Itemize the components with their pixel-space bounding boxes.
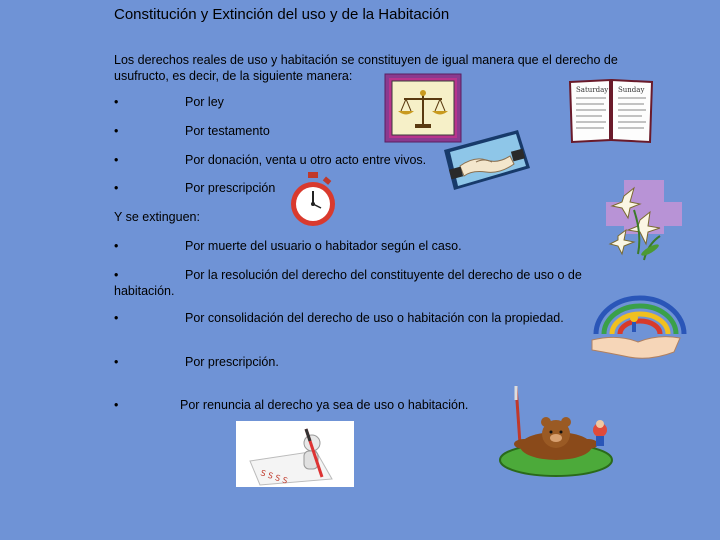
intro-paragraph: Los derechos reales de uso y habitación se constituyen de igual manera que el derecho de usufructo, es decir, de la siguiente manera:: [114, 53, 618, 83]
book-left-label: Saturday: [576, 86, 609, 94]
book-right-label: Sunday: [618, 86, 645, 94]
handshake-icon: [440, 128, 532, 192]
svg-text:S S S S: S S S S: [259, 468, 289, 486]
stopwatch-icon: [288, 170, 338, 228]
resting-bear-icon: [498, 382, 618, 480]
pencil-writing-icon: [236, 421, 354, 487]
extinction-heading: Y se extinguen:: [114, 210, 200, 224]
open-book-icon: [566, 76, 656, 144]
rainbow-hand-icon: [588, 294, 688, 362]
lily-flowers-icon: [604, 174, 684, 264]
list-item-continuation: habitación.: [114, 284, 175, 298]
page-title: Constitución y Extinción del uso y de la Habitación: [114, 6, 450, 23]
